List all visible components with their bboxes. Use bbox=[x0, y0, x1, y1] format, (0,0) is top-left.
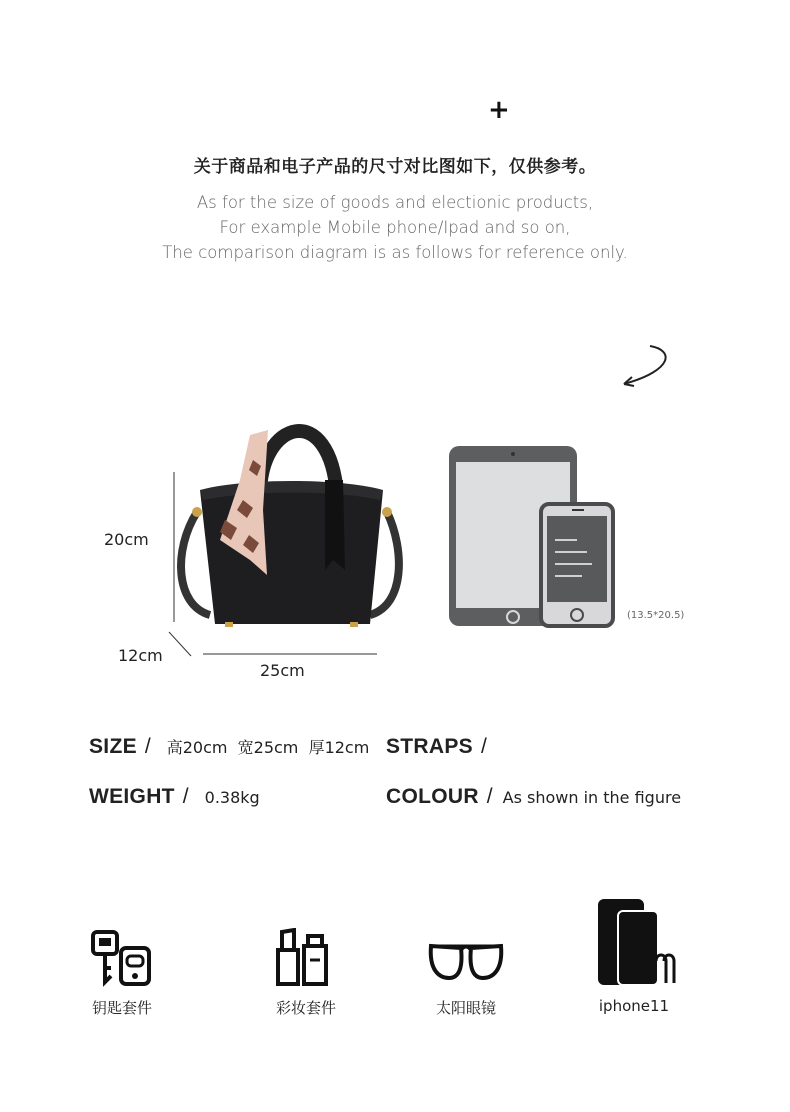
weight-slash: / bbox=[182, 785, 189, 808]
sunglasses-icon bbox=[425, 940, 507, 982]
size-slash: / bbox=[144, 735, 151, 758]
spec-straps-row bbox=[386, 735, 487, 759]
colour-value: As shown in the figure bbox=[502, 788, 682, 807]
plus-icon: + bbox=[488, 95, 510, 125]
straps-label: STRAPS bbox=[386, 735, 473, 758]
straps-slash: / bbox=[480, 735, 487, 758]
width-label: 25cm bbox=[260, 661, 305, 680]
curved-arrow-icon bbox=[612, 340, 676, 392]
depth-label: 12cm bbox=[118, 646, 163, 665]
colour-slash: / bbox=[486, 785, 493, 808]
size-label: SIZE bbox=[89, 735, 137, 758]
page-title-cn: 关于商品和电子产品的尺寸对比图如下，仅供参考。 bbox=[193, 157, 597, 177]
colour-label: COLOUR bbox=[386, 785, 479, 808]
weight-value: 0.38kg bbox=[204, 788, 260, 807]
weight-label: WEIGHT bbox=[89, 785, 175, 808]
subtitle-line-2: For example Mobile phone/Ipad and so on, bbox=[219, 218, 571, 237]
makeup-icon bbox=[274, 928, 330, 988]
phone-icon bbox=[596, 897, 682, 987]
item-label-sunglasses: 太阳眼镜 bbox=[435, 999, 496, 1017]
spec-weight-row bbox=[89, 785, 260, 809]
height-label: 20cm bbox=[104, 530, 149, 549]
device-size-note: (13.5*20.5) bbox=[627, 610, 685, 621]
item-label-keys: 钥匙套件 bbox=[91, 999, 152, 1017]
item-label-makeup: 彩妆套件 bbox=[275, 999, 336, 1017]
keys-icon bbox=[89, 928, 153, 988]
tablet-phone-image bbox=[447, 444, 622, 630]
subtitle-line-3: The comparison diagram is as follows for reference only. bbox=[162, 243, 628, 262]
spec-colour-row bbox=[386, 785, 681, 809]
subtitle-line-1: As for the size of goods and electionic products, bbox=[196, 193, 594, 212]
dimension-lines bbox=[165, 628, 395, 660]
size-value: 高20cm 宽25cm 厚12cm bbox=[166, 738, 370, 757]
handbag-image bbox=[165, 400, 415, 635]
item-label-phone: iphone11 bbox=[598, 997, 670, 1015]
spec-size-row bbox=[89, 735, 369, 759]
